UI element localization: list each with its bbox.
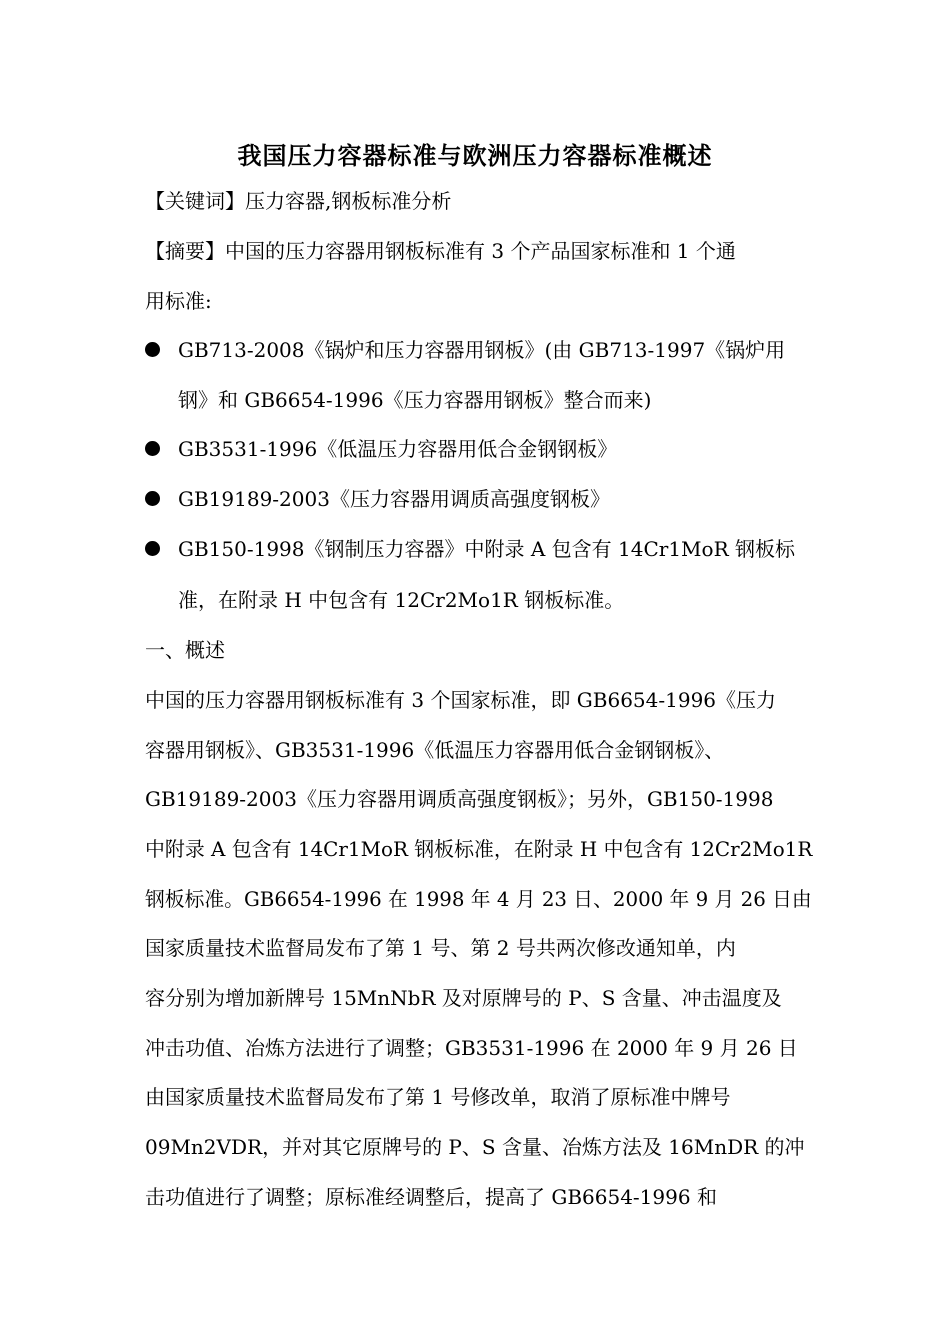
bullet-icon (145, 541, 160, 556)
bullet-1-line-1: GB713-2008《锅炉和压力容器用钢板》(由 GB713-1997《锅炉用 (178, 338, 786, 362)
body-line-10: 09Mn2VDR，并对其它原牌号的 P、S 含量、冶炼方法及 16MnDR 的冲 (145, 1135, 805, 1159)
section-heading: 一、概述 (145, 638, 225, 662)
bullet-icon (145, 342, 160, 357)
abstract-line-2: 用标准: (145, 289, 212, 313)
bullet-4-line-2: 准，在附录 H 中包含有 12Cr2Mo1R 钢板标准。 (178, 588, 625, 612)
body-line-9: 由国家质量技术监督局发布了第 1 号修改单，取消了原标准中牌号 (145, 1085, 731, 1109)
bullet-1-line-2: 钢》和 GB6654-1996《压力容器用钢板》整合而来) (178, 388, 652, 412)
bullet-3-line-1: GB19189-2003《压力容器用调质高强度钢板》 (178, 487, 610, 511)
bullet-4-line-1: GB150-1998《钢制压力容器》中附录 A 包含有 14Cr1MoR 钢板标 (178, 537, 795, 561)
body-line-8: 冲击功值、冶炼方法进行了调整；GB3531-1996 在 2000 年 9 月 26 日 (145, 1036, 798, 1060)
bullet-icon (145, 441, 160, 456)
keywords-line: 【关键词】压力容器,钢板标准分析 (145, 189, 452, 213)
body-line-4: 中附录 A 包含有 14Cr1MoR 钢板标准，在附录 H 中包含有 12Cr2Mo1R (145, 837, 813, 861)
bullet-icon (145, 491, 160, 506)
body-line-6: 国家质量技术监督局发布了第 1 号、第 2 号共两次修改通知单，内 (145, 936, 736, 960)
body-line-11: 击功值进行了调整；原标准经调整后，提高了 GB6654-1996 和 (145, 1185, 717, 1209)
body-line-1: 中国的压力容器用钢板标准有 3 个国家标准，即 GB6654-1996《压力 (145, 688, 777, 712)
body-line-7: 容分别为增加新牌号 15MnNbR 及对原牌号的 P、S 含量、冲击温度及 (145, 986, 782, 1010)
body-line-3: GB19189-2003《压力容器用调质高强度钢板》；另外，GB150-1998 (145, 787, 774, 811)
body-line-5: 钢板标准。GB6654-1996 在 1998 年 4 月 23 日、2000 年 9 月 26 日由 (145, 887, 812, 911)
abstract-line-1: 【摘要】中国的压力容器用钢板标准有 3 个产品国家标准和 1 个通 (145, 239, 736, 263)
document-title: 我国压力容器标准与欧洲压力容器标准概述 (237, 141, 713, 170)
bullet-2-line-1: GB3531-1996《低温压力容器用低合金钢钢板》 (178, 437, 618, 461)
body-line-2: 容器用钢板》、GB3531-1996《低温压力容器用低合金钢钢板》、 (145, 738, 725, 762)
